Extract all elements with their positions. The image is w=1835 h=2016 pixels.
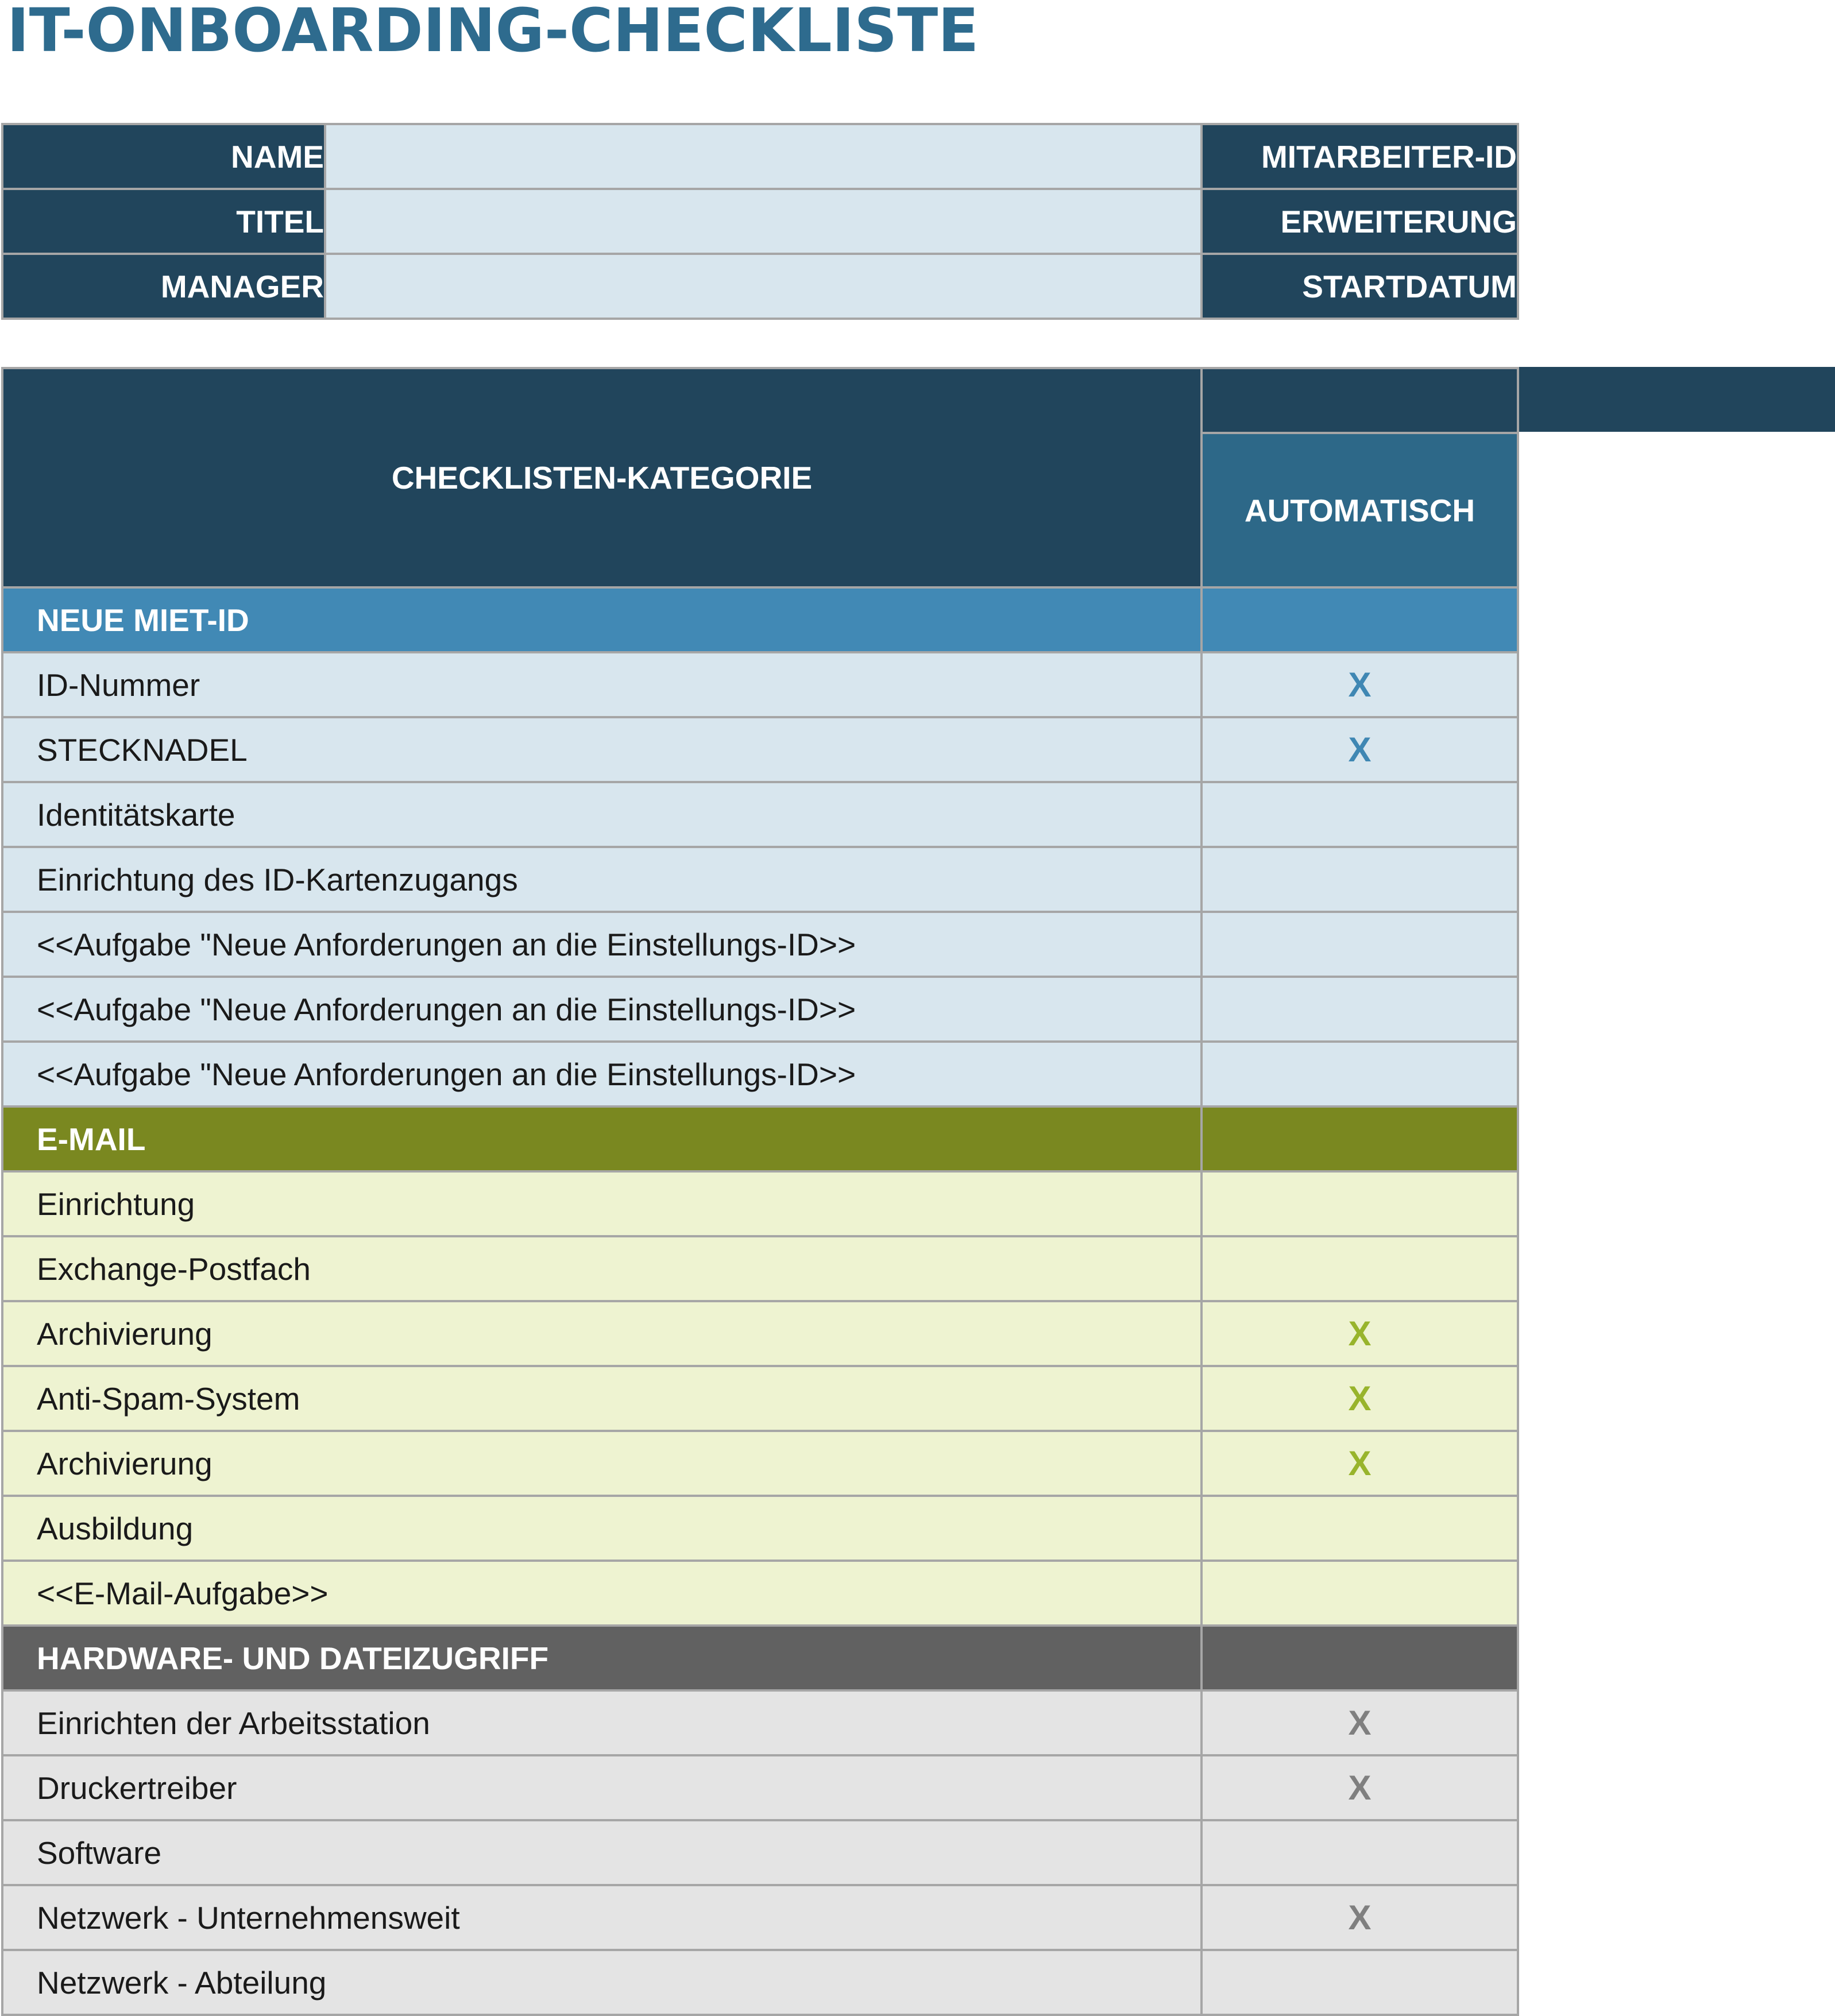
task-cell[interactable]: Einrichtung xyxy=(1,1170,1203,1237)
automatic-mark-cell[interactable]: X xyxy=(1200,1430,1519,1497)
automatic-mark-cell[interactable]: X xyxy=(1200,1689,1519,1756)
task-cell[interactable]: Einrichten der Arbeitsstation xyxy=(1,1689,1203,1756)
name-field[interactable] xyxy=(324,123,1203,190)
automatic-mark-cell[interactable] xyxy=(1200,781,1519,848)
category-header: CHECKLISTEN-KATEGORIE xyxy=(1,367,1203,589)
automatic-mark-cell[interactable] xyxy=(1200,1235,1519,1302)
section-header-e-mail: E-MAIL xyxy=(1,1105,1203,1173)
start-date-label: STARTDATUM xyxy=(1200,253,1519,320)
task-cell[interactable]: Archivierung xyxy=(1,1430,1203,1497)
automatic-mark-cell[interactable] xyxy=(1200,846,1519,913)
automatic-mark-cell[interactable] xyxy=(1200,1949,1519,2016)
task-cell[interactable]: Anti-Spam-System xyxy=(1,1365,1203,1432)
title-label: TITEL xyxy=(1,188,326,255)
task-cell[interactable]: ID-Nummer xyxy=(1,651,1203,718)
automatic-mark-cell[interactable] xyxy=(1200,976,1519,1043)
section-header-cell xyxy=(1200,1624,1519,1692)
manager-field[interactable] xyxy=(324,253,1203,320)
task-cell[interactable]: Einrichtung des ID-Kartenzugangs xyxy=(1,846,1203,913)
section-header-cell xyxy=(1200,1105,1519,1173)
automatic-mark-cell[interactable]: X xyxy=(1200,1365,1519,1432)
automatic-mark-cell[interactable]: X xyxy=(1200,716,1519,783)
automatic-mark-cell[interactable]: X xyxy=(1200,1754,1519,1821)
automatic-mark-cell[interactable] xyxy=(1200,1819,1519,1886)
task-cell[interactable]: <<E-Mail-Aufgabe>> xyxy=(1,1560,1203,1627)
section-header-hardware: HARDWARE- UND DATEIZUGRIFF xyxy=(1,1624,1203,1692)
task-cell[interactable]: Software xyxy=(1,1819,1203,1886)
page-title: IT-ONBOARDING-CHECKLISTE xyxy=(7,0,979,65)
task-cell[interactable]: Exchange-Postfach xyxy=(1,1235,1203,1302)
automatic-header: AUTOMATISCH xyxy=(1200,432,1519,589)
task-cell[interactable]: Identitätskarte xyxy=(1,781,1203,848)
section-header-cell xyxy=(1200,586,1519,653)
automatic-mark-cell[interactable]: X xyxy=(1200,1300,1519,1367)
task-cell[interactable]: Netzwerk - Abteilung xyxy=(1,1949,1203,2016)
task-cell[interactable]: Druckertreiber xyxy=(1,1754,1203,1821)
automatic-mark-cell[interactable] xyxy=(1200,1495,1519,1562)
automatic-mark-cell[interactable] xyxy=(1200,1170,1519,1237)
section-header-neue-miet-id: NEUE MIET-ID xyxy=(1,586,1203,653)
automatic-mark-cell[interactable]: X xyxy=(1200,651,1519,718)
extension-label: ERWEITERUNG xyxy=(1200,188,1519,255)
task-cell[interactable]: Netzwerk - Unternehmensweit xyxy=(1,1884,1203,1951)
task-cell[interactable]: <<Aufgabe "Neue Anforderungen an die Einstellungs-ID>> xyxy=(1,911,1203,978)
automatic-mark-cell[interactable]: X xyxy=(1200,1884,1519,1951)
title-field[interactable] xyxy=(324,188,1203,255)
task-cell[interactable]: STECKNADEL xyxy=(1,716,1203,783)
task-cell[interactable]: Ausbildung xyxy=(1,1495,1203,1562)
automatic-mark-cell[interactable] xyxy=(1200,911,1519,978)
name-label: NAME xyxy=(1,123,326,190)
task-cell[interactable]: Archivierung xyxy=(1,1300,1203,1367)
employee-id-label: MITARBEITER-ID xyxy=(1200,123,1519,190)
automatic-mark-cell[interactable] xyxy=(1200,1560,1519,1627)
column-group-left xyxy=(1200,367,1519,434)
manager-label: MANAGER xyxy=(1,253,326,320)
automatic-mark-cell[interactable] xyxy=(1200,1040,1519,1108)
task-cell[interactable]: <<Aufgabe "Neue Anforderungen an die Einstellungs-ID>> xyxy=(1,976,1203,1043)
task-cell[interactable]: <<Aufgabe "Neue Anforderungen an die Einstellungs-ID>> xyxy=(1,1040,1203,1108)
